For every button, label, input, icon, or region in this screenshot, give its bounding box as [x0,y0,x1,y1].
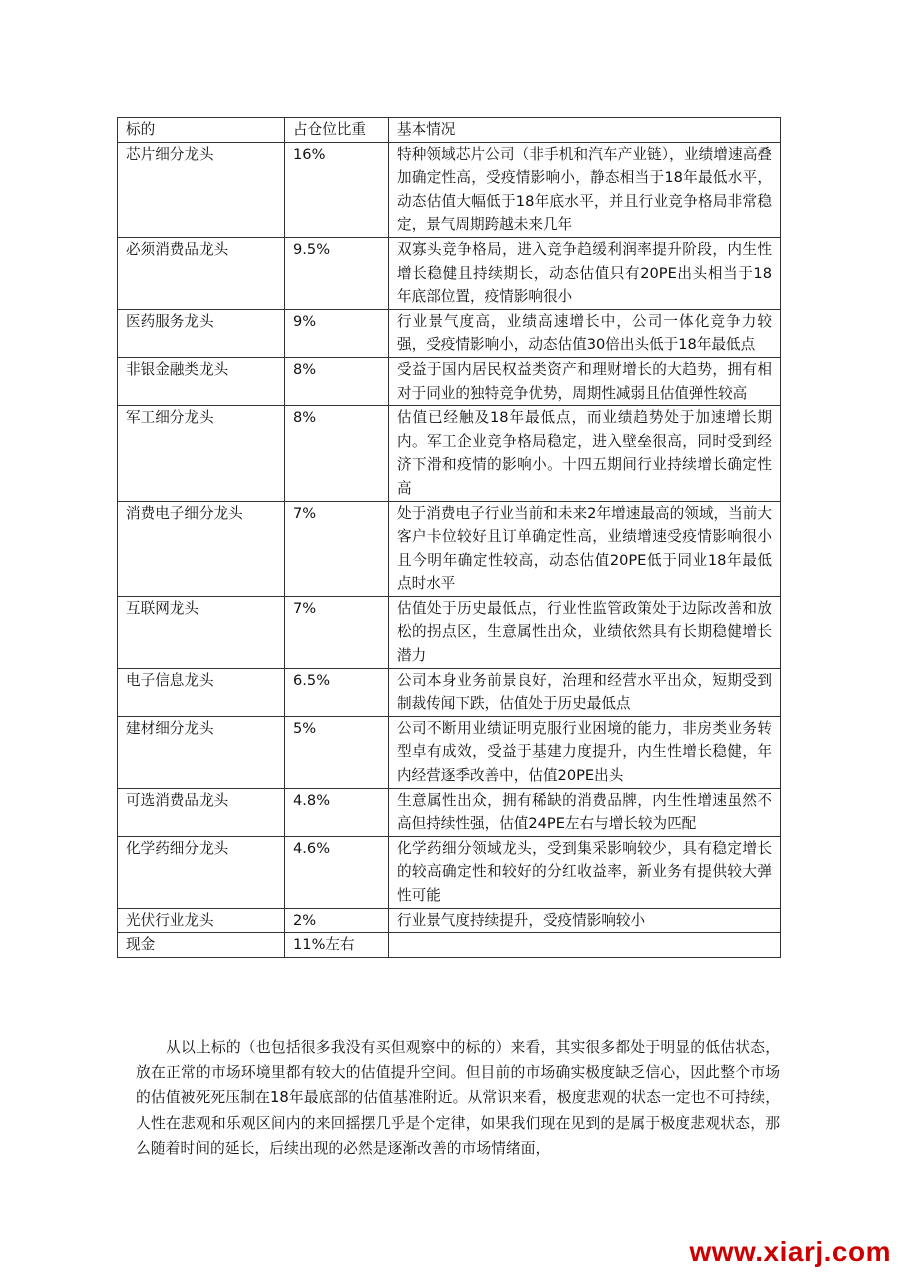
site-watermark: www.xiarj.com [689,1236,891,1267]
table-row [118,933,781,958]
table-row [118,908,781,933]
cell-description: 估值已经触及18年最低点，而业绩趋势处于加速增长期内。军工企业竞争格局稳定，进入壁垒很高，同时受到经济下滑和疫情的影响小。十四五期间行业持续增长确定性高 [389,406,781,501]
header-weight: 占仓位比重 [285,118,389,143]
table-row [118,668,781,716]
table-row [118,596,781,668]
cell-target: 建材细分龙头 [118,716,285,788]
cell-description: 公司本身业务前景良好，治理和经营水平出众，短期受到制裁传闻下跌，估值处于历史最低点 [389,668,781,716]
cell-description: 双寡头竞争格局，进入竞争趋缓利润率提升阶段，内生性增长稳健且持续期长，动态估值只有20PE出头相当于18年底部位置，疫情影响很小 [389,237,781,309]
cell-weight: 16% [285,142,389,237]
cell-weight: 8% [285,357,389,405]
header-description: 基本情况 [389,118,781,143]
cell-target: 互联网龙头 [118,596,285,668]
cell-weight: 7% [285,596,389,668]
cell-weight: 4.6% [285,836,389,908]
cell-weight: 11%左右 [285,933,389,958]
cell-target: 消费电子细分龙头 [118,501,285,596]
cell-description: 处于消费电子行业当前和未来2年增速最高的领域，当前大客户卡位较好且订单确定性高，业绩增速受疫情影响很小且今明年确定性较高，动态估值20PE低于同业18年最低点时水平 [389,501,781,596]
holdings-table [117,117,781,958]
table-row [118,716,781,788]
cell-target: 现金 [118,933,285,958]
cell-description: 公司不断用业绩证明克服行业困境的能力，非房类业务转型卓有成效，受益于基建力度提升，内生性增长稳健，年内经营逐季改善中，估值20PE出头 [389,716,781,788]
cell-description: 估值处于历史最低点，行业性监管政策处于边际改善和放松的拐点区，生意属性出众，业绩依然具有长期稳健增长潜力 [389,596,781,668]
cell-description: 特种领域芯片公司（非手机和汽车产业链），业绩增速高叠加确定性高，受疫情影响小，静态相当于18年最低水平，动态估值大幅低于18年底水平，并且行业竞争格局非常稳定，景气周期跨越未来几年 [389,142,781,237]
table-row [118,142,781,237]
cell-weight: 6.5% [285,668,389,716]
table-row [118,357,781,405]
cell-target: 军工细分龙头 [118,406,285,501]
cell-weight: 8% [285,406,389,501]
cell-description [389,933,781,958]
table-row [118,406,781,501]
cell-weight: 9.5% [285,237,389,309]
table-row [118,237,781,309]
cell-target: 光伏行业龙头 [118,908,285,933]
cell-target: 电子信息龙头 [118,668,285,716]
cell-description: 化学药细分领域龙头，受到集采影响较少，具有稳定增长的较高确定性和较好的分红收益率，新业务有提供较大弹性可能 [389,836,781,908]
cell-description: 受益于国内居民权益类资产和理财增长的大趋势，拥有相对于同业的独特竞争优势，周期性减弱且估值弹性较高 [389,357,781,405]
cell-weight: 2% [285,908,389,933]
cell-description: 行业景气度持续提升，受疫情影响较小 [389,908,781,933]
table-header-row [118,118,781,143]
cell-target: 必须消费品龙头 [118,237,285,309]
table-row [118,309,781,357]
cell-target: 医药服务龙头 [118,309,285,357]
table-row [118,836,781,908]
cell-target: 芯片细分龙头 [118,142,285,237]
cell-target: 化学药细分龙头 [118,836,285,908]
cell-description: 行业景气度高，业绩高速增长中，公司一体化竞争力较强，受疫情影响小，动态估值30倍出头低于18年最低点 [389,309,781,357]
cell-weight: 7% [285,501,389,596]
body-paragraph: 从以上标的（也包括很多我没有买但观察中的标的）来看，其实很多都处于明显的低估状态，放在正常的市场环境里都有较大的估值提升空间。但目前的市场确实极度缺乏信心，因此整个市场的估值被死死压制在18年最底部的估值基准附近。从常识来看，极度悲观的状态一定也不可持续，人性在悲观和乐观区间内的来回摇摆几乎是个定律，如果我们现在见到的是属于极度悲观状态，那么随着时间的延长，后续出现的必然是逐渐改善的市场情绪面， [136,1039,780,1157]
table-row [118,788,781,836]
cell-target: 可选消费品龙头 [118,788,285,836]
table-body [118,118,781,958]
cell-weight: 4.8% [285,788,389,836]
table-row [118,501,781,596]
cell-description: 生意属性出众，拥有稀缺的消费品牌，内生性增速虽然不高但持续性强，估值24PE左右与增长较为匹配 [389,788,781,836]
cell-target: 非银金融类龙头 [118,357,285,405]
cell-weight: 5% [285,716,389,788]
header-target: 标的 [118,118,285,143]
cell-weight: 9% [285,309,389,357]
